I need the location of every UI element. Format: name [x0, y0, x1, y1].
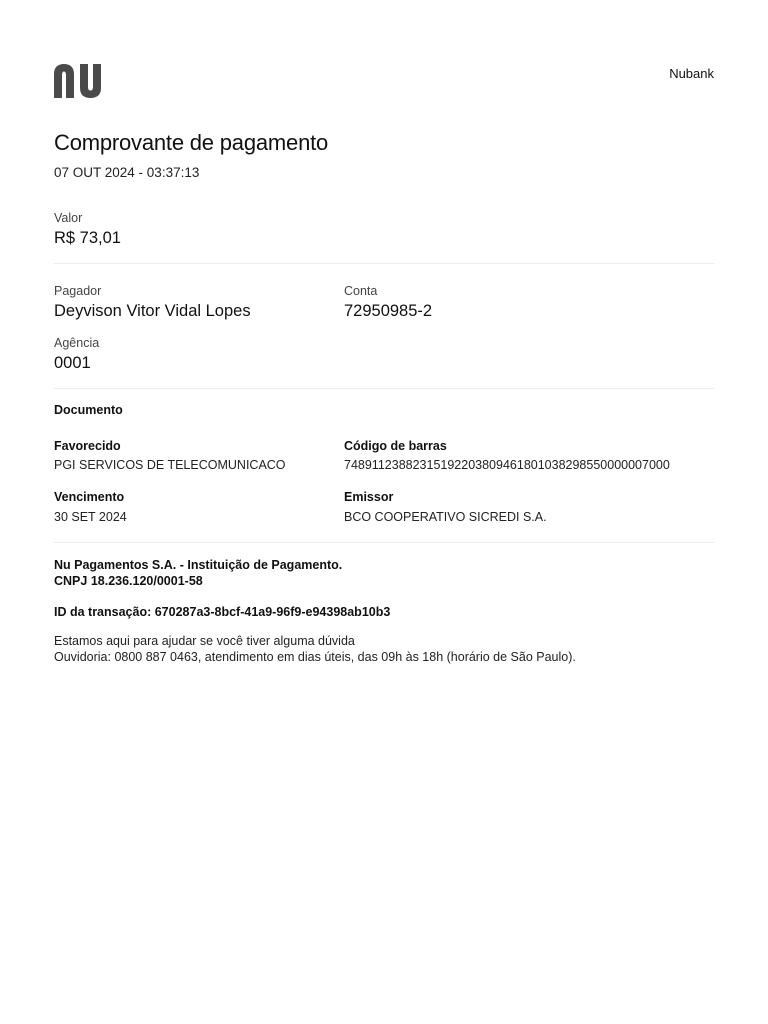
favorecido-label: Favorecido	[54, 439, 121, 453]
pagador-name: Deyvison Vitor Vidal Lopes	[54, 302, 251, 320]
emissor-value: BCO COOPERATIVO SICREDI S.A.	[344, 510, 547, 524]
valor-amount: R$ 73,01	[54, 229, 121, 247]
transaction-id: ID da transação: 670287a3-8bcf-41a9-96f9-e94398ab10b3	[54, 605, 391, 619]
divider	[54, 388, 714, 389]
page-title: Comprovante de pagamento	[54, 130, 329, 155]
pagador-label: Pagador	[54, 284, 102, 298]
nubank-nu-logo-icon	[54, 64, 118, 98]
conta-label: Conta	[344, 284, 378, 298]
codigo-barras-label: Código de barras	[344, 439, 447, 453]
agencia-label: Agência	[54, 336, 100, 350]
divider	[54, 542, 714, 543]
documento-section-title: Documento	[54, 403, 123, 417]
agencia-number: 0001	[54, 354, 91, 372]
favorecido-value: PGI SERVICOS DE TELECOMUNICACO	[54, 458, 286, 472]
ouvidoria-text: Ouvidoria: 0800 887 0463, atendimento em dias úteis, das 09h às 18h (horário de São Paulo).	[54, 650, 576, 664]
valor-label: Valor	[54, 211, 83, 225]
company-name: Nu Pagamentos S.A. - Instituição de Pagamento.	[54, 558, 343, 572]
vencimento-value: 30 SET 2024	[54, 510, 127, 524]
vencimento-label: Vencimento	[54, 490, 125, 504]
emissor-label: Emissor	[344, 490, 394, 504]
conta-number: 72950985-2	[344, 302, 433, 320]
codigo-barras-value: 74891123882315192203809461801038298550000007000	[344, 458, 670, 472]
company-cnpj: CNPJ 18.236.120/0001-58	[54, 574, 203, 588]
divider	[54, 263, 714, 264]
help-text: Estamos aqui para ajudar se você tiver alguma dúvida	[54, 634, 355, 648]
payment-datetime: 07 OUT 2024 - 03:37:13	[54, 165, 200, 180]
brand-name: Nubank	[669, 66, 714, 81]
